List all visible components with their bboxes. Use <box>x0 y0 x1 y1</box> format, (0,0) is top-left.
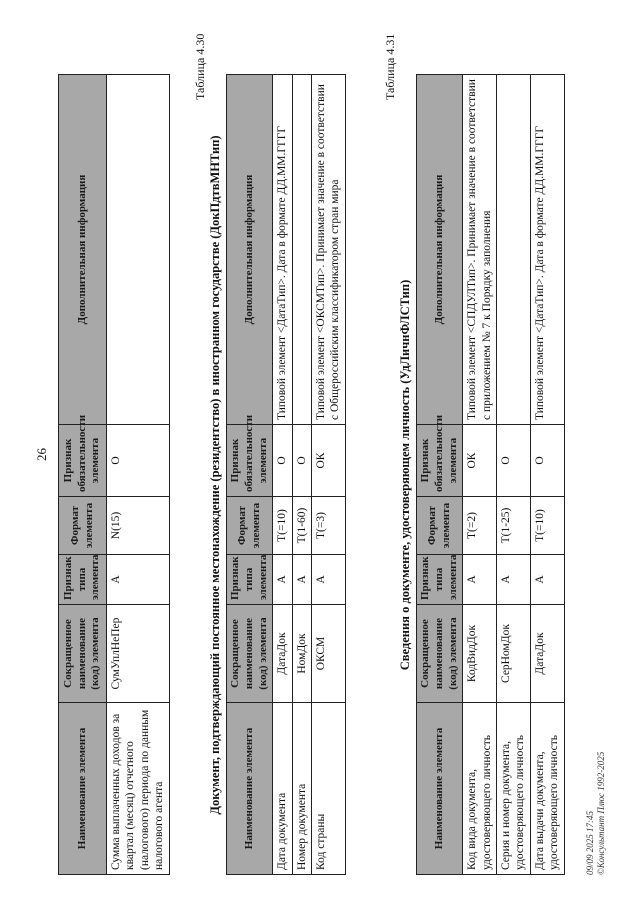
cell-required: О <box>292 425 311 497</box>
cell-format: T(=10) <box>273 497 292 555</box>
cell-code: КодВидДок <box>463 605 497 703</box>
header-info: Дополнительная информация <box>227 75 273 425</box>
header-code: Сокращенное наименование (код) элемента <box>417 605 463 703</box>
cell-info: Типовой элемент <ДатаТип>. Дата в формате ДД.ММ.ГГГГ <box>273 75 292 425</box>
table-row <box>292 75 311 875</box>
cell-required: О <box>107 425 170 497</box>
cell-info <box>292 75 311 425</box>
cell-info <box>497 75 531 425</box>
cell-code: ОКСМ <box>312 605 346 703</box>
table-430 <box>226 74 346 875</box>
cell-name: Серия и номер документа, удостоверяющего личность <box>497 703 531 875</box>
cell-required: ОК <box>312 425 346 497</box>
cell-type: А <box>312 555 346 605</box>
table-row <box>312 75 346 875</box>
header-required: Признак обязательности элемента <box>227 425 273 497</box>
header-format: Формат элемента <box>227 497 273 555</box>
cell-required: ОК <box>463 425 497 497</box>
cell-code: ДатаДок <box>273 605 292 703</box>
footer-line-1: 09/09 2025 17:45 <box>585 811 595 875</box>
cell-format: T(1-25) <box>497 497 531 555</box>
header-name: Наименование элемента <box>417 703 463 875</box>
header-row <box>59 75 107 875</box>
cell-info <box>107 75 170 425</box>
header-name: Наименование элемента <box>227 703 273 875</box>
table-row <box>463 75 497 875</box>
table-431-label: Таблица 4.31 <box>383 33 397 100</box>
table-430-label: Таблица 4.30 <box>193 33 207 100</box>
cell-format: T(=2) <box>463 497 497 555</box>
header-format: Формат элемента <box>59 497 107 555</box>
cell-required: О <box>497 425 531 497</box>
header-name: Наименование элемента <box>59 703 107 875</box>
header-format: Формат элемента <box>417 497 463 555</box>
table-row <box>530 75 564 875</box>
cell-name: Сумма выплаченных доходов за квартал (месяц) отчетного (налогового) периода по данным налогового агента <box>107 703 170 875</box>
header-row <box>417 75 463 875</box>
header-required: Признак обязательности элемента <box>59 425 107 497</box>
header-required: Признак обязательности элемента <box>417 425 463 497</box>
cell-code: СерНомДок <box>497 605 531 703</box>
page-number: 26 <box>34 448 49 461</box>
footer-line-2: ©Консультант Плюс 1992-2025 <box>596 751 607 875</box>
cell-code: СумУплНеПер <box>107 605 170 703</box>
cell-name: Номер документа <box>292 703 311 875</box>
table-431-caption: Сведения о документе, удостоверяющем личность (УдЛичнФЛСТип) <box>398 279 412 671</box>
cell-type: А <box>530 555 564 605</box>
cell-format: T(=3) <box>312 497 346 555</box>
cell-info: Типовой элемент <ДатаТип>. Дата в формате ДД.ММ.ГГГГ <box>530 75 564 425</box>
header-row <box>227 75 273 875</box>
table-row <box>497 75 531 875</box>
cell-type: А <box>107 555 170 605</box>
table-row <box>107 75 170 875</box>
cell-format: T(1-60) <box>292 497 311 555</box>
cell-type: А <box>273 555 292 605</box>
cell-info: Типовой элемент <СПДУЛТип>. Принимает значение в соответствии с приложением № 7 к Порядку заполнения <box>463 75 497 425</box>
cell-required: О <box>273 425 292 497</box>
header-code: Сокращенное наименование (код) элемента <box>227 605 273 703</box>
cell-name: Дата выдачи документа, удостоверяющего личность <box>530 703 564 875</box>
header-type: Признак типа элемента <box>59 555 107 605</box>
cell-format: N(15) <box>107 497 170 555</box>
cell-code: ДатаДок <box>530 605 564 703</box>
table-continuation <box>58 74 170 875</box>
header-type: Признак типа элемента <box>227 555 273 605</box>
cell-code: НомДок <box>292 605 311 703</box>
cell-type: А <box>292 555 311 605</box>
cell-name: Дата документа <box>273 703 292 875</box>
cell-format: T(=10) <box>530 497 564 555</box>
table-430-caption: Документ, подтверждающий постоянное местонахождение (резидентство) в иностранном государстве (ДокПдтвМНТип) <box>208 135 222 815</box>
cell-type: А <box>497 555 531 605</box>
header-info: Дополнительная информация <box>417 75 463 425</box>
table-431 <box>416 74 565 875</box>
table-row <box>273 75 292 875</box>
cell-type: А <box>463 555 497 605</box>
footer-stamp <box>585 752 608 875</box>
header-info: Дополнительная информация <box>59 75 107 425</box>
cell-info: Типовой элемент <ОКСМТип>. Принимает значение в соответствии с Общероссийским классификатором стран мира <box>312 75 346 425</box>
cell-name: Код страны <box>312 703 346 875</box>
header-code: Сокращенное наименование (код) элемента <box>59 605 107 703</box>
cell-name: Код вида документа, удостоверяющего личность <box>463 703 497 875</box>
cell-required: О <box>530 425 564 497</box>
header-type: Признак типа элемента <box>417 555 463 605</box>
